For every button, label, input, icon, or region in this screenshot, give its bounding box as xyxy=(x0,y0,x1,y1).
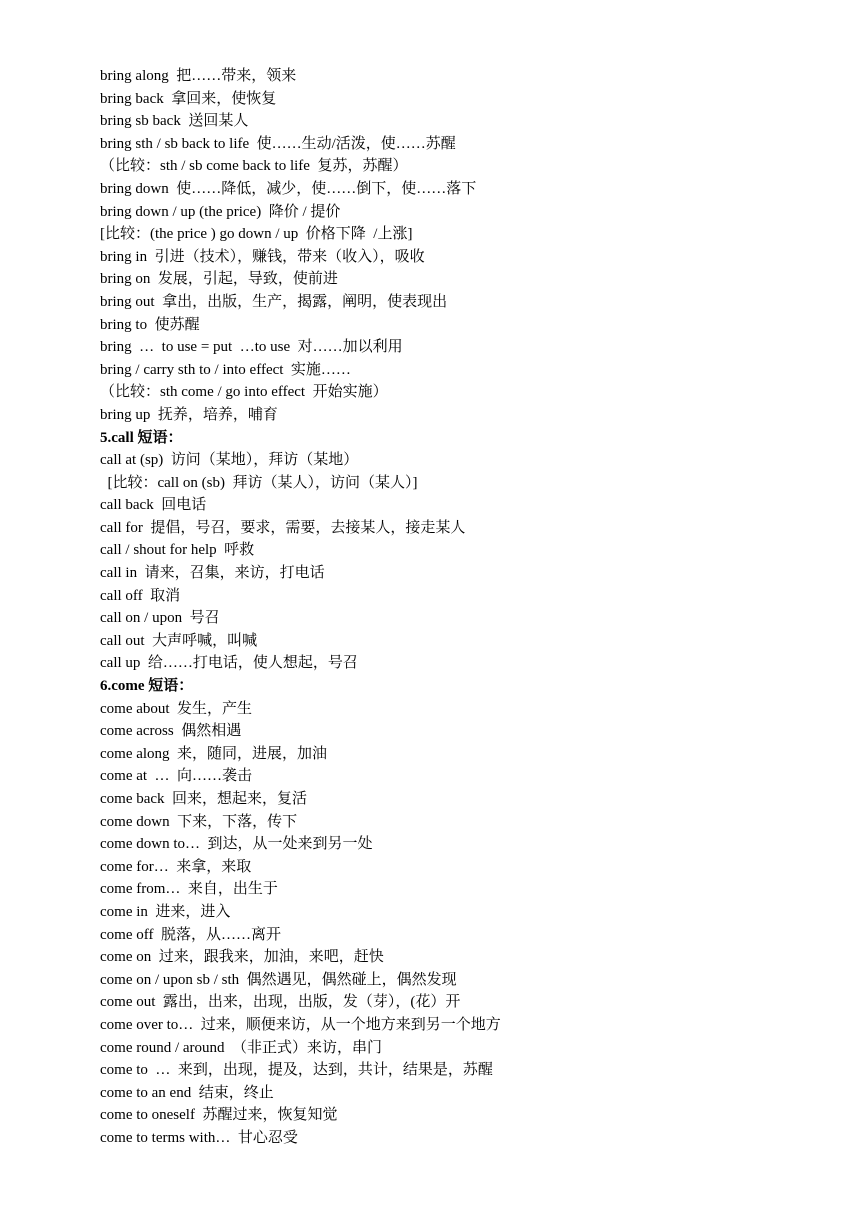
phrase-entry: call up 给……打电话，使人想起，号召 xyxy=(100,655,358,672)
section-heading: 6.come 短语： xyxy=(100,678,194,695)
phrase-entry: bring down / up (the price) 降价 / 提价 xyxy=(100,203,341,220)
phrase-entry: （比较：sth come / go into effect 开始实施） xyxy=(100,384,388,401)
phrase-entry: come round / around （非正式）来访，串门 xyxy=(100,1039,383,1056)
phrase-entry: come to … 来到，出现，提及，达到，共计，结果是，苏醒 xyxy=(100,1062,493,1079)
phrase-entry: come off 脱落，从……离开 xyxy=(100,926,281,943)
phrase-entry: bring in 引进（技术），赚钱，带来（收入），吸收 xyxy=(100,248,425,265)
phrase-entry: bring to 使苏醒 xyxy=(100,316,200,333)
phrase-entry: [比较：(the price ) go down / up 价格下降 /上涨] xyxy=(100,226,413,243)
phrase-entry: come at … 向……袭击 xyxy=(100,768,253,785)
phrase-entry: bring sb back 送回某人 xyxy=(100,113,249,130)
phrase-entry: bring on 发展，引起，导致，使前进 xyxy=(100,271,338,288)
phrase-entry: come out 露出，出来，出现，出版，发（芽），(花）开 xyxy=(100,994,461,1011)
phrase-entry: call in 请来，召集，来访，打电话 xyxy=(100,565,325,582)
phrase-entry: bring down 使……降低，减少，使……倒下，使……落下 xyxy=(100,180,477,197)
phrase-entry: come over to… 过来，顺便来访，从一个地方来到另一个地方 xyxy=(100,1016,501,1033)
section-heading: 5.call 短语： xyxy=(100,429,183,446)
phrase-entry: come to terms with… 甘心忍受 xyxy=(100,1129,298,1146)
phrase-entry: come from… 来自，出生于 xyxy=(100,881,278,898)
phrase-entry: call out 大声呼喊，叫喊 xyxy=(100,632,258,649)
phrase-entry: come on 过来，跟我来，加油，来吧，赶快 xyxy=(100,949,384,966)
phrase-entry: call on / upon 号召 xyxy=(100,610,220,627)
phrase-entry: call off 取消 xyxy=(100,587,181,604)
phrase-entry: （比较：sth / sb come back to life 复苏，苏醒） xyxy=(100,158,408,175)
phrase-entry: call / shout for help 呼救 xyxy=(100,542,255,559)
phrase-entry: come to oneself 苏醒过来，恢复知觉 xyxy=(100,1107,338,1124)
phrase-entry: call at (sp) 访问（某地），拜访（某地） xyxy=(100,452,359,469)
phrase-entry: bring … to use = put …to use 对……加以利用 xyxy=(100,339,403,356)
phrase-entry: come to an end 结束，终止 xyxy=(100,1084,274,1101)
phrase-entry: come in 进来，进入 xyxy=(100,903,231,920)
phrase-entry: call back 回电话 xyxy=(100,497,207,514)
phrase-entry: bring out 拿出，出版，生产，揭露，阐明，使表现出 xyxy=(100,293,448,310)
phrase-entry: come across 偶然相遇 xyxy=(100,723,242,740)
phrase-entry: bring up 抚养，培养，哺育 xyxy=(100,406,278,423)
phrase-entry: come on / upon sb / sth 偶然遇见，偶然碰上，偶然发现 xyxy=(100,971,457,988)
phrase-entry: come down to… 到达，从一处来到另一处 xyxy=(100,836,373,853)
phrase-entry: come about 发生，产生 xyxy=(100,700,253,717)
document-page xyxy=(100,65,820,1150)
phrase-entry: come down 下来，下落，传下 xyxy=(100,813,298,830)
phrase-entry: bring along 把……带来，领来 xyxy=(100,68,297,84)
phrase-entry: come back 回来，想起来，复活 xyxy=(100,791,308,807)
phrase-entry: bring sth / sb back to life 使……生动/活泼，使……苏醒 xyxy=(100,135,456,152)
phrase-entry: come along 来，随同，进展，加油 xyxy=(100,745,328,762)
phrase-entry: bring / carry sth to / into effect 实施…… xyxy=(100,361,351,378)
phrase-entry: call for 提倡，号召，要求，需要，去接某人，接走某人 xyxy=(100,519,466,536)
phrase-entry: [比较：call on (sb) 拜访（某人），访问（某人）] xyxy=(100,474,418,491)
phrase-entry: bring back 拿回来，使恢复 xyxy=(100,90,277,107)
phrase-entry: come for… 来拿，来取 xyxy=(100,858,252,875)
